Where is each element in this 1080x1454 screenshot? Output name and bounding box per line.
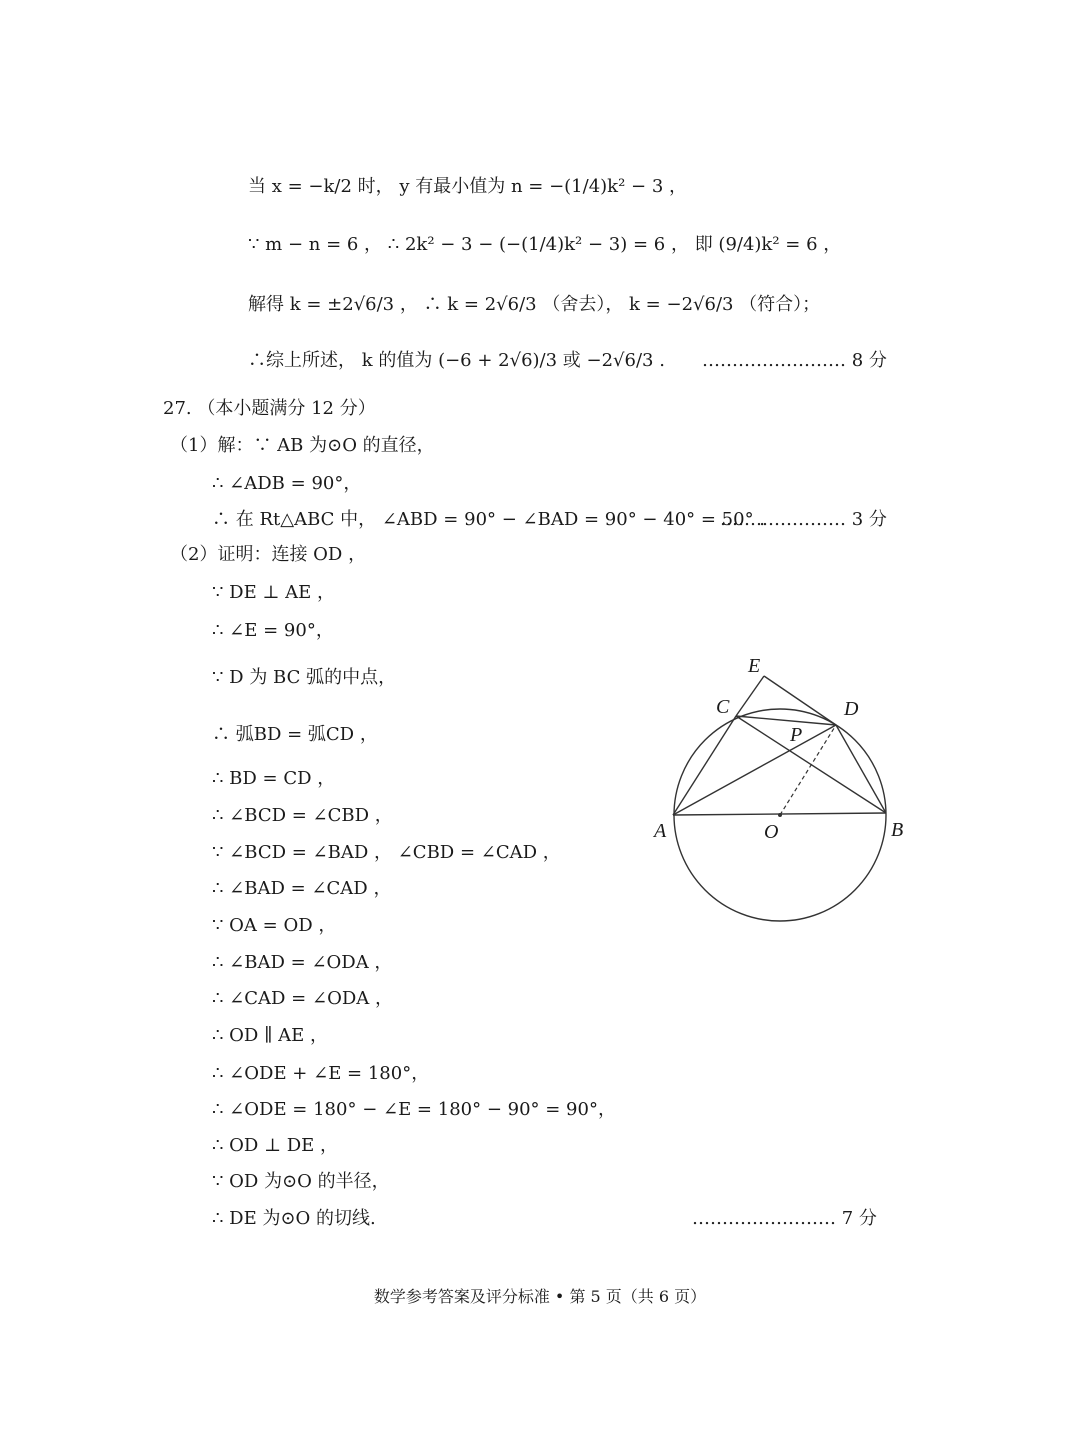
segment-db xyxy=(836,725,886,813)
line-1: 当 x = −k/2 时， y 有最小值为 n = −(1/4)k² − 3 ， xyxy=(248,176,687,197)
geometry-figure xyxy=(640,650,920,940)
line-20: ∴ ∠CAD = ∠ODA ， xyxy=(212,988,393,1009)
line-24: ∴ OD ⊥ DE ， xyxy=(212,1135,339,1156)
line-13: ∴ 弧BD = 弧CD ， xyxy=(212,724,378,745)
segment-ce xyxy=(736,676,764,716)
line-22: ∴ ∠ODE + ∠E = 180°， xyxy=(212,1063,430,1084)
part-1-heading: （1）解：∵ AB 为⊙O 的直径， xyxy=(170,435,435,456)
line-12: ∵ D 为 BC 弧的中点， xyxy=(212,667,397,688)
line-8: ∴ 在 Rt△ABC 中， ∠ABD = 90° − ∠BAD = 90° − 40° = 50° . xyxy=(212,509,766,530)
line-17: ∴ ∠BAD = ∠CAD ， xyxy=(212,878,392,899)
line-10: ∵ DE ⊥ AE ， xyxy=(212,582,335,603)
score-7: …………………… 7 分 xyxy=(692,1208,877,1229)
line-16: ∵ ∠BCD = ∠BAD ， ∠CBD = ∠CAD ， xyxy=(212,842,561,863)
line-25: ∵ OD 为⊙O 的半径， xyxy=(212,1171,390,1192)
label-e: E xyxy=(748,655,761,677)
line-21: ∴ OD ∥ AE ， xyxy=(212,1025,328,1046)
score-8: …………………… 8 分 xyxy=(702,350,887,371)
line-11: ∴ ∠E = 90°， xyxy=(212,620,334,641)
label-d: D xyxy=(844,698,859,720)
line-7: ∴ ∠ADB = 90°， xyxy=(212,473,362,494)
question-27-heading: 27. （本小题满分 12 分） xyxy=(163,398,376,419)
label-b: B xyxy=(891,819,904,841)
segment-od-dashed xyxy=(780,725,836,815)
part-2-heading: （2）证明：连接 OD ， xyxy=(170,544,367,565)
page-footer: 数学参考答案及评分标准 • 第 5 页（共 6 页） xyxy=(373,1287,707,1306)
label-p: P xyxy=(790,724,803,746)
line-18: ∵ OA = OD ， xyxy=(212,915,337,936)
line-15: ∴ ∠BCD = ∠CBD ， xyxy=(212,805,393,826)
line-14: ∴ BD = CD ， xyxy=(212,768,336,789)
segment-ad xyxy=(673,725,836,815)
segment-ed xyxy=(764,676,836,725)
center-point-o xyxy=(778,813,782,817)
label-a: A xyxy=(654,820,667,842)
line-19: ∴ ∠BAD = ∠ODA ， xyxy=(212,952,393,973)
segment-ac xyxy=(673,716,736,815)
label-o: O xyxy=(764,821,779,843)
line-2: ∵ m − n = 6 ， ∴ 2k² − 3 − (−(1/4)k² − 3) = 6 ， 即 (9/4)k² = 6 ， xyxy=(248,234,842,255)
score-3: ………………… 3 分 xyxy=(720,509,887,530)
line-23: ∴ ∠ODE = 180° − ∠E = 180° − 90° = 90°， xyxy=(212,1099,616,1120)
line-3: 解得 k = ±2√6/3 ， ∴ k = 2√6/3 （舍去）， k = −2√6/3 （符合）； xyxy=(248,294,821,315)
label-c: C xyxy=(716,696,730,718)
line-4: ∴综上所述， k 的值为 (−6 + 2√6)/3 或 −2√6/3 . xyxy=(248,350,665,371)
line-26: ∴ DE 为⊙O 的切线. xyxy=(212,1208,376,1229)
